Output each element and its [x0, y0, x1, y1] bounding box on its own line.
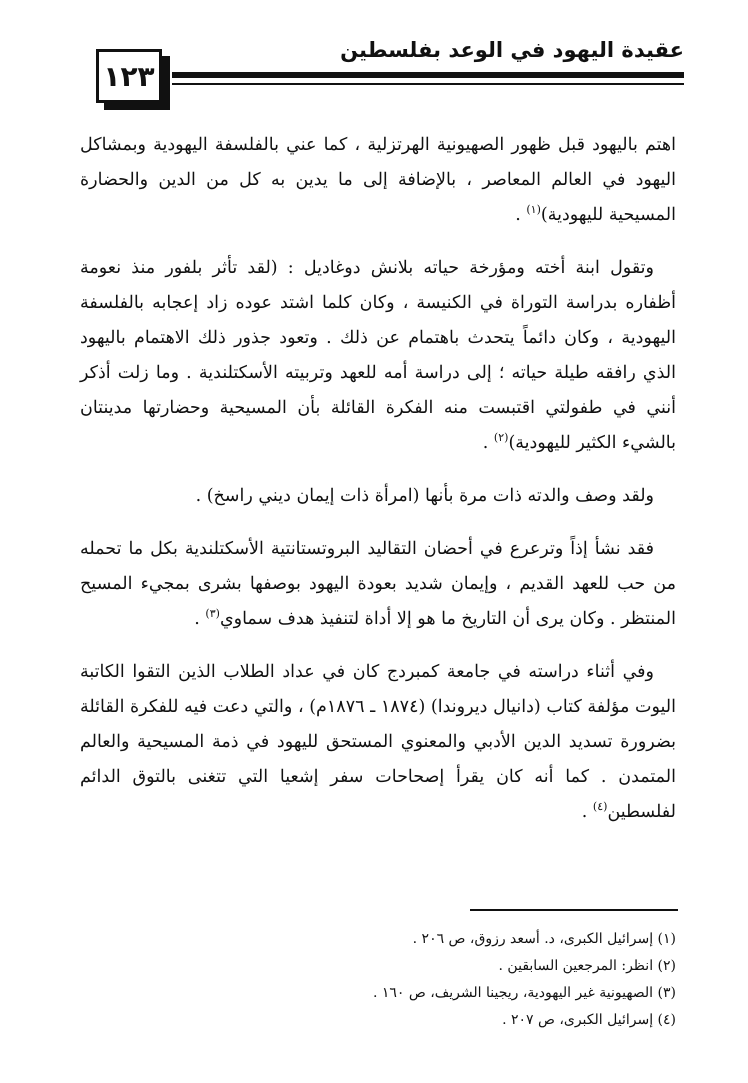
page-header [0, 0, 748, 120]
paragraph-4: فقد نشأ إذاً وترعرع في أحضان التقاليد البروتستانتية الأسكتلندية بكل ما تحمله من حب للعهد القديم ، وإيمان شديد بعودة اليهود بوصفها بشرى بمجيء المسيح المنتظر . وكان يرى أن التاريخ ما هو إلا أداة لتنفيذ هدف سماوي$^{(٣)}$ . [80, 539, 676, 629]
footnote-ref-2[interactable]: (٢) [493, 431, 509, 445]
header-rule-thick [172, 72, 684, 78]
paragraph-3: ولقد وصف والدته ذات مرة بأنها (امرأة ذات إيمان ديني راسخ) . [195, 486, 654, 506]
paragraph-5: وفي أثناء دراسته في جامعة كمبردج كان في عداد الطلاب الذين التقوا الكاتبة اليوت مؤلفة كتاب (دانيال ديروندا) (١٨٧٤ ـ ١٨٧٦م) ، والتي دعت فيه للفكرة القائلة بضرورة تسديد الدين الأدبي والمعنوي المستحق لليهود في ذمة المسيحية والعالم المتمدن . كما أنه كان يقرأ إصحاحات سفر إشعيا التي تتغنى بالتوق الدائم لفلسطين$^{(٤)}$ . [80, 662, 676, 822]
footnote-3: (٣) الصهيونية غير اليهودية، ريجينا الشريف، ص ١٦٠ . [372, 985, 676, 1001]
paragraph-2: وتقول ابنة أخته ومؤرخة حياته بلانش دوغاديل : (لقد تأثر بلفور منذ نعومة أظفاره بدراسة التوراة في الكنيسة ، وكان كلما اشتد عوده زاد إعجابه بالفلسفة اليهودية ، وكان دائماً يتحدث باهتمام عن ذلك . وتعود جذور ذلك الاهتمام باليهود الذي رافقه طيلة حياته ؛ إلى دراسة أمه للعهد وتربيته الأسكتلندية . وما زلت أذكر أنني في طفولتي اقتبست منه الفكرة القائلة بأن المسيحية وحضارتها مدينتان بالشيء الكثير لليهودية)$^{(٢)}$ . [80, 258, 676, 453]
page-number: ١٢٣ [99, 52, 159, 100]
footnote-ref-4[interactable]: (٤) [592, 800, 608, 814]
footnote-4: (٤) إسرائيل الكبرى، ص ٢٠٧ . [502, 1012, 676, 1028]
footnote-2: (٢) انظر: المرجعين السابقين . [498, 958, 676, 974]
footnote-1: (١) إسرائيل الكبرى، د. أسعد رزوق، ص ٢٠٦ . [412, 931, 676, 947]
footnote-ref-3[interactable]: (٣) [205, 607, 220, 621]
footnote-separator [470, 909, 678, 911]
header-rule-thin [172, 83, 684, 85]
paragraph-1: اهتم باليهود قبل ظهور الصهيونية الهرتزلية ، كما عني بالفلسفة اليهودية وبمشاكل اليهود في العالم المعاصر ، بالإضافة إلى ما يدين به كل من الدين والحضارة المسيحية لليهودية)$^{(١)}$ . [80, 135, 676, 225]
footnotes [80, 926, 676, 1034]
footnote-ref-1[interactable]: (١) [526, 203, 541, 217]
page-number-box [96, 49, 162, 103]
body-text [80, 128, 676, 848]
book-title: عقيدة اليهود في الوعد بفلسطين [340, 38, 684, 62]
